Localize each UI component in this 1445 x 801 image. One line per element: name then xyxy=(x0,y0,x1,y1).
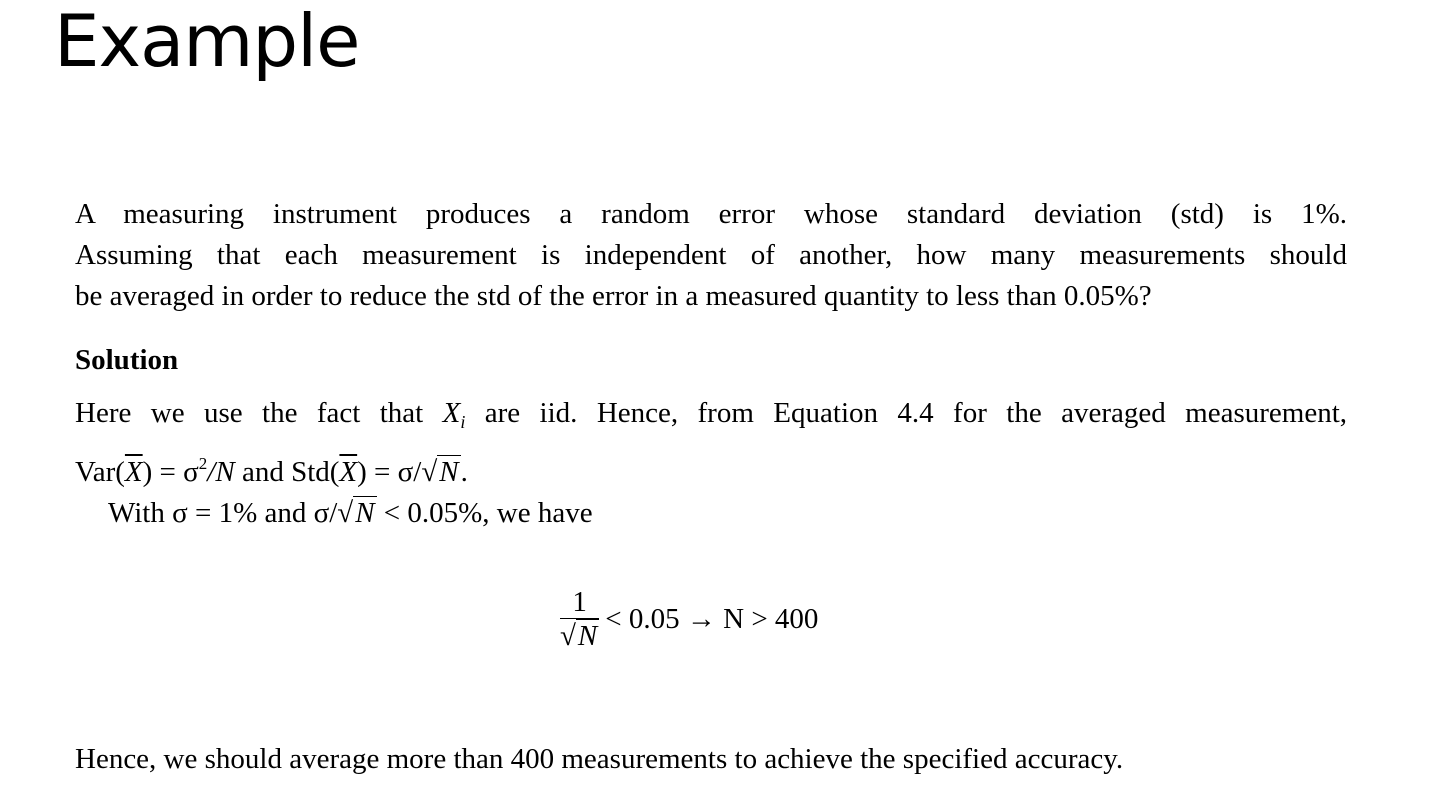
var-rhs-pre: ) = σ xyxy=(142,456,199,488)
x-bar-symbol-2: $\overline{X}$ xyxy=(339,456,358,488)
solution-heading: Solution xyxy=(75,344,179,376)
sqrt-radicand: N xyxy=(439,456,459,488)
std-function: Std( xyxy=(291,456,340,488)
solution-line-1-post: are iid. Hence, from Equation 4.4 for the averaged measurement, xyxy=(465,397,1347,429)
display-equation xyxy=(560,586,818,653)
x-variable: X xyxy=(442,397,461,429)
sqrt-sign: √ xyxy=(421,456,438,488)
sqrt-radicand-3: N xyxy=(577,620,598,652)
solution-line-1 xyxy=(75,393,1347,443)
problem-line-1: A measuring instrument produces a random error whose standard deviation (std) is 1%. xyxy=(75,198,1347,230)
solution-line-3 xyxy=(75,493,1347,534)
conclusion-text: Hence, we should average more than 400 measurements to achieve the specified accuracy. xyxy=(75,743,1124,775)
fraction-denominator xyxy=(560,619,599,653)
sigma-exponent: 2 xyxy=(198,454,208,473)
sqrt-expression-2 xyxy=(337,496,376,529)
and-text: and xyxy=(234,456,292,488)
x-bar-symbol: $\overline{X}$ xyxy=(124,456,143,488)
period: . xyxy=(460,456,468,488)
var-function: Var( xyxy=(75,456,125,488)
page-title: Example xyxy=(54,0,360,83)
fraction-numerator: 1 xyxy=(572,586,587,618)
std-rhs: ) = σ/ xyxy=(357,456,422,488)
problem-line-3: be averaged in order to reduce the std of the error in a measured quantity to less than 0.05%? xyxy=(75,280,1152,312)
solution-line-2 xyxy=(75,443,1347,493)
sqrt-sign-3: √ xyxy=(560,620,576,652)
sqrt-sign-2: √ xyxy=(337,497,354,529)
sqrt-expression xyxy=(421,455,460,488)
solution-line-3-post: < 0.05%, we have xyxy=(376,497,593,529)
solution-line-3-pre: With σ = 1% and σ/ xyxy=(108,497,338,529)
sqrt-radicand-2: N xyxy=(355,497,375,529)
x-subscript: i xyxy=(460,412,466,432)
solution-paragraph xyxy=(75,393,1347,534)
fraction xyxy=(560,586,599,653)
problem-line-2: Assuming that each measurement is independent of another, how many measurements should xyxy=(75,239,1347,271)
problem-statement xyxy=(75,194,1347,317)
solution-line-1-pre: Here we use the fact that xyxy=(75,397,443,429)
equation-rest: < 0.05 → N > 400 xyxy=(605,603,819,635)
var-rhs-post: /N xyxy=(207,456,235,488)
